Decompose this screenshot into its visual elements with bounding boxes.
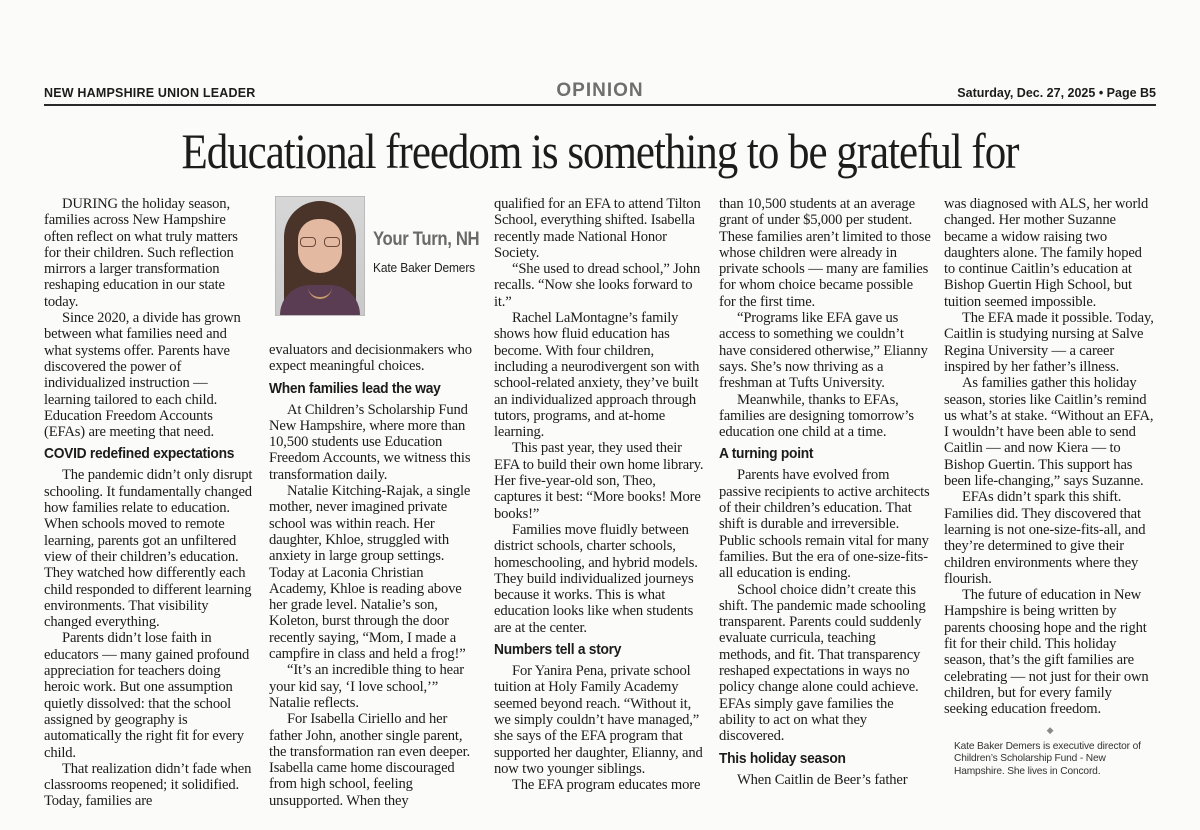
masthead: [44, 82, 1156, 106]
headline: Educational freedom is something to be grateful for: [181, 123, 1019, 179]
paragraph: Since 2020, a divide has grown between what families need and what systems offer. Parents have discovered the power of individualized instruction — learning tailored to each child. Education Freedom Accounts (EFAs) are meeting that need.: [44, 310, 241, 441]
column-3: [494, 196, 706, 793]
paragraph: than 10,500 students at an average grant of under $5,000 per student. These families aren’t limited to those whose children were already in private schools — many are families for whom choice became possible for the first time.: [719, 196, 931, 310]
paragraph: For Yanira Pena, private school tuition at Holy Family Academy seemed beyond reach. “Without it, we simply couldn’t have managed,” she says of the EFA program that supported her daughter, Elianny, and now two younger siblings.: [494, 663, 703, 777]
paper-name: NEW HAMPSHIRE UNION LEADER: [44, 86, 256, 100]
subhead: When families lead the way: [269, 379, 441, 397]
paragraph: Parents have evolved from passive recipients to active architects of their children’s education. That shift is durable and irreversible. Public schools remain vital for many families. But the era of one-size-fits-all education is ending.: [719, 467, 930, 582]
paragraph: “She used to dread school,” John recalls. “Now she looks forward to it.”: [494, 261, 701, 310]
paragraph: EFAs didn’t spark this shift. Families did. They discovered that learning is not one-size-fits-all, and they’re determined to give their children environments where they flourish.: [944, 489, 1146, 587]
column-4: [719, 196, 931, 788]
paragraph: Rachel LaMontagne’s family shows how fluid education has become. With four children, including a neurodivergent son with school-related anxiety, they’ve built an individualized approach through tutors, programs, and at-home learning.: [494, 310, 700, 441]
author-name: Kate Baker Demers: [373, 260, 476, 275]
subhead: A turning point: [719, 445, 814, 463]
byline: [269, 196, 481, 320]
paragraph: That realization didn’t fade when classrooms reopened; it solidified. Today, families are: [44, 760, 252, 810]
paragraph: When Caitlin de Beer’s father: [737, 771, 908, 788]
paragraph: Natalie Kitching-Rajak, a single mother, never imagined private school was within reach. Her daughter, Khloe, struggled with anxiety in large group settings. Today at Laconia Christian Academy, Khloe is reading above her grade level. Natalie’s son, Koleton, burst through the door recently saying, “Mom, I made a campfire in class and held a frog!”: [269, 483, 471, 663]
paragraph: “Programs like EFA gave us access to something we couldn’t have considered otherwise,” Elianny says. She’s now thriving as a freshman at Tufts University.: [719, 310, 928, 392]
paragraph: This past year, they used their EFA to build their own home library. Her five-year-old son, Theo, captures it best: “More books! More books!”: [494, 440, 704, 522]
paragraph: School choice didn’t create this shift. The pandemic made schooling transparent. Parents could suddenly evaluate curricula, teaching methods, and fit. That transparency reshaped expectations in ways no policy change alone could achieve. EFAs simply gave families the ability to act on what they discovered.: [719, 581, 926, 745]
paragraph: “It’s an incredible thing to hear your kid say, ‘I love school,’” Natalie reflects.: [269, 662, 465, 711]
column-title: Your Turn, NH: [373, 229, 480, 250]
paragraph: The future of education in New Hampshire is being written by parents choosing hope and the right fit for their child. This holiday season, that’s the gift families are celebrating — not just for their own children, but for every family seeking education freedom.: [944, 587, 1149, 718]
paragraph: Meanwhile, thanks to EFAs, families are designing tomorrow’s education one child at a time.: [719, 391, 914, 441]
paragraph: was diagnosed with ALS, her world changed. Her mother Suzanne became a widow raising two daughters alone. The family hoped to continue Caitlin’s education at Bishop Guertin High School, but tuition seemed impossible.: [944, 196, 1149, 310]
section-label: OPINION: [556, 80, 644, 101]
author-bio: Kate Baker Demers is executive director of Children’s Scholarship Fund - New Hampshire. She lives in Concord.: [954, 740, 1141, 777]
paragraph: At Children’s Scholarship Fund New Hampshire, where more than 10,500 students use Education Freedom Accounts, we witness this transformation daily.: [269, 401, 471, 483]
paragraph: The pandemic didn’t only disrupt schooling. It fundamentally changed how families relate to education. When schools moved to remote learning, parents got an unfiltered view of their children’s education. They watched how differently each child responded to different learning environments. That visibility changed everything.: [44, 467, 253, 631]
subhead: This holiday season: [719, 749, 846, 767]
paragraph: evaluators and decisionmakers who expect meaningful choices.: [269, 342, 472, 375]
paragraph: The EFA program educates more: [512, 777, 701, 794]
subhead: COVID redefined expectations: [44, 445, 235, 463]
author-photo: [275, 196, 365, 316]
column-1: [44, 196, 256, 810]
masthead-rule: [44, 104, 1156, 106]
diamond-separator-icon: ◆: [1046, 724, 1054, 735]
date-page: Saturday, Dec. 27, 2025 • Page B5: [957, 86, 1156, 100]
paragraph: The EFA made it possible. Today, Caitlin is studying nursing at Salve Regina University — a career inspired by her father’s illness.: [944, 310, 1154, 375]
paragraph: Parents didn’t lose faith in educators — many gained profound appreciation for teachers doing heroic work. But one assumption quietly dissolved: that the school assigned by geography is automatically the right fit for every child.: [44, 630, 250, 761]
paragraph: For Isabella Ciriello and her father John, another single parent, the transformation ran even deeper. Isabella came home discouraged from high school, feeling unsupported. When they: [269, 711, 471, 809]
column-2: [269, 196, 481, 809]
paragraph: As families gather this holiday season, stories like Caitlin’s remind us what’s at stake. “Without an EFA, I wouldn’t have been able to send Caitlin — and now Kiera — to Bishop Guertin. This support has been life-changing,” says Suzanne.: [944, 375, 1154, 490]
paragraph: Families move fluidly between district schools, charter schools, homeschooling, and hybrid models. They build individualized journeys because it works. This is what education looks like when students are at the center.: [494, 521, 698, 636]
subhead: Numbers tell a story: [494, 641, 622, 659]
paragraph: qualified for an EFA to attend Tilton School, everything shifted. Isabella recently made National Honor Society.: [494, 196, 701, 261]
paragraph: DURING the holiday season, families across New Hampshire often reflect on what truly matters for their children. Such reflection mirrors a larger transformation reshaping education in our state today.: [44, 196, 238, 310]
column-5: [944, 196, 1156, 778]
